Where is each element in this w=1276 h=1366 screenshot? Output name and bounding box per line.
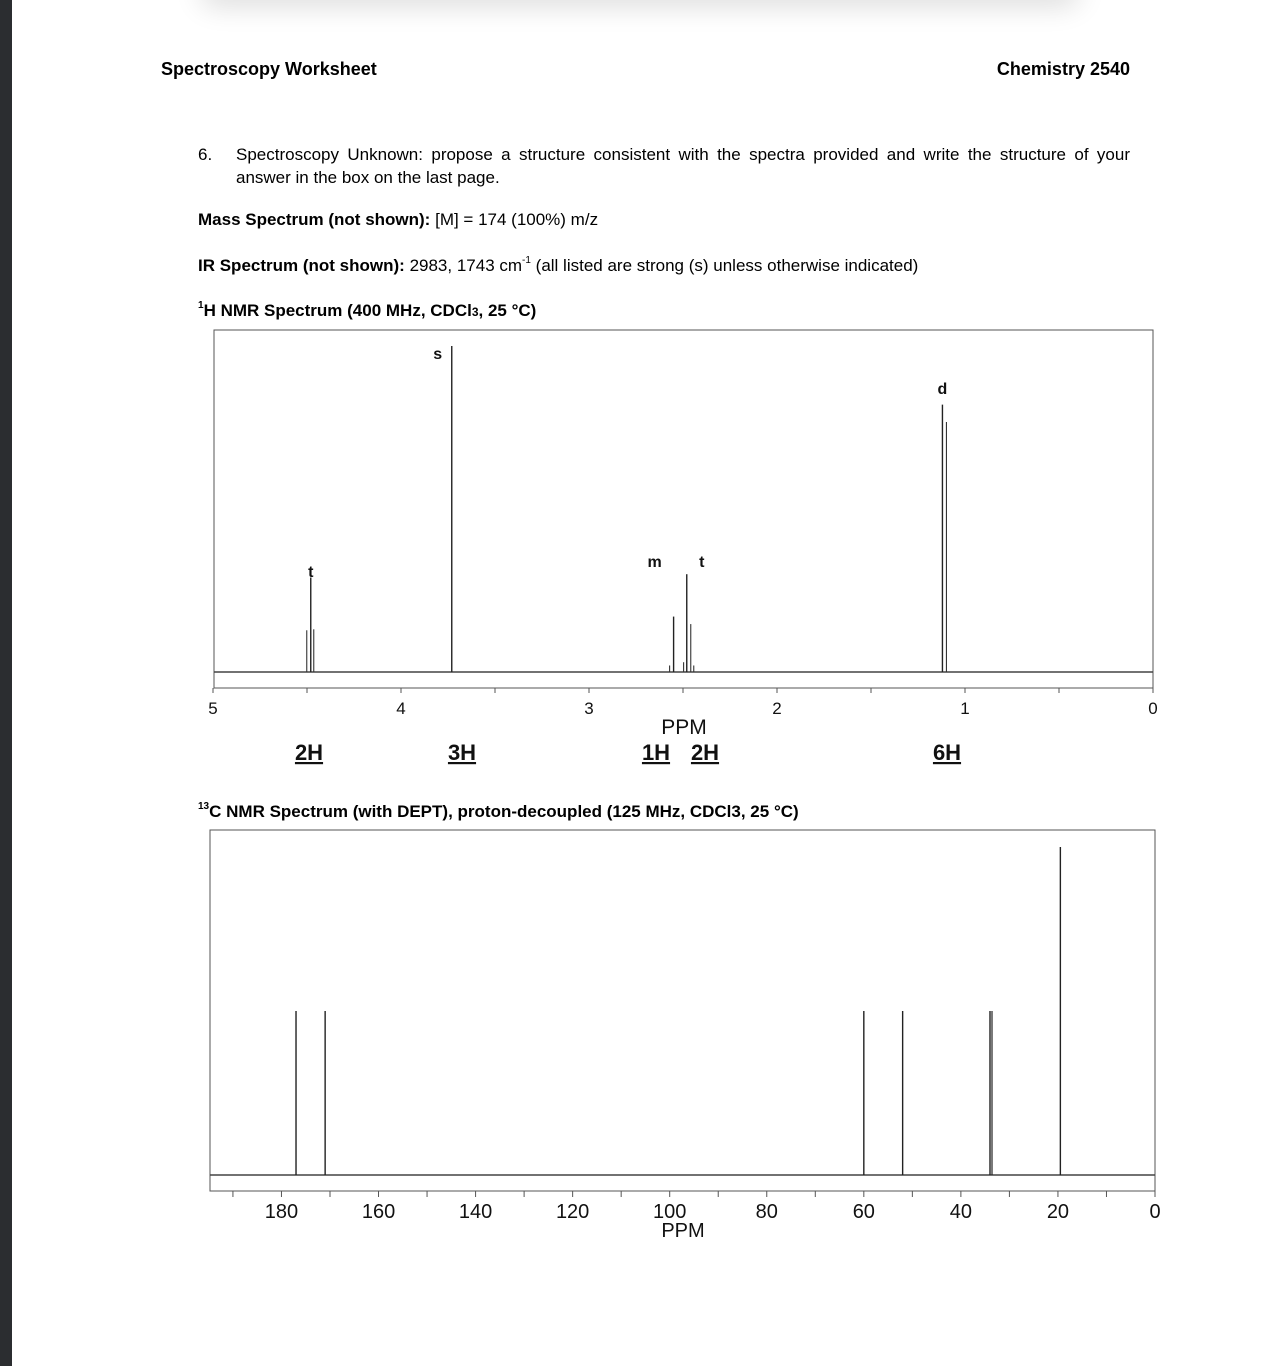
hnmr-tick-label: 4	[396, 699, 406, 718]
cnmr-frame	[210, 830, 1155, 1191]
hnmr-isotope: 1	[198, 300, 204, 312]
hnmr-tick-label: 2	[772, 699, 782, 718]
hnmr-integration-label: 1H	[641, 740, 671, 765]
hnmr-tick-label: 1	[960, 699, 970, 718]
hnmr-title-text: H NMR Spectrum (400 MHz, CDCl	[203, 301, 472, 320]
hnmr-tick-label: 3	[584, 699, 594, 718]
hnmr-integration-label: 6H	[932, 740, 962, 765]
hnmr-tick-label: 5	[208, 699, 218, 718]
question-number: 6.	[198, 145, 213, 164]
hnmr-frame	[214, 330, 1153, 688]
cnmr-tick-label: 0	[1149, 1201, 1161, 1223]
cnmr-tick-label: 80	[755, 1201, 778, 1223]
cnmr-tick-label: 120	[555, 1201, 590, 1223]
ir-note: (all listed are strong (s) unless otherwise indicated)	[530, 256, 919, 275]
cnmr-tick-label: 160	[361, 1201, 396, 1223]
cnmr-tick-label: 100	[653, 1201, 687, 1223]
cnmr-isotope: 13	[198, 801, 210, 813]
course-name: Chemistry 2540	[996, 59, 1130, 79]
hnmr-multiplicity-label: s	[433, 346, 443, 363]
cnmr-tick-label: 180	[264, 1201, 299, 1223]
hnmr-title-end: , 25 °C)	[478, 301, 537, 320]
cnmr-tick-label: 20	[1046, 1201, 1070, 1223]
hnmr-integration-label: 2H	[690, 740, 720, 765]
cnmr-title-text: C NMR Spectrum (with DEPT), proton-decoupled (125 MHz, CDCl3, 25 °C)	[209, 802, 799, 821]
worksheet-title: Spectroscopy Worksheet	[161, 59, 377, 79]
hnmr-multiplicity-label: t	[308, 564, 314, 581]
cnmr-tick-label: 40	[949, 1201, 973, 1223]
hnmr-multiplicity-label: d	[937, 381, 948, 398]
hnmr-title-subscript: 3	[471, 305, 479, 319]
hnmr-multiplicity-label: t	[699, 554, 705, 571]
ir-spectrum-label: IR Spectrum (not shown):	[198, 256, 405, 275]
cnmr-tick-label: 60	[852, 1201, 875, 1223]
ir-unit-exponent: -1	[522, 255, 531, 267]
cnmr-tick-label: 140	[458, 1201, 493, 1223]
hnmr-axis-label: PPM	[661, 716, 707, 739]
hnmr-integration-label: 2H	[294, 740, 324, 765]
ir-values: 2983, 1743 cm	[409, 256, 523, 275]
mass-spectrum-label: Mass Spectrum (not shown):	[198, 210, 431, 229]
question-text: Spectroscopy Unknown: propose a structure consistent with the spectra provided and write the structure of your answer in the box on the last page.	[236, 145, 1130, 187]
hnmr-integration-label: 3H	[447, 740, 477, 765]
cnmr-axis-label: PPM	[661, 1220, 705, 1242]
mass-spectrum-value: [M] = 174 (100%) m/z	[435, 210, 599, 229]
hnmr-multiplicity-label: m	[647, 554, 662, 571]
hnmr-tick-label: 0	[1148, 699, 1158, 718]
